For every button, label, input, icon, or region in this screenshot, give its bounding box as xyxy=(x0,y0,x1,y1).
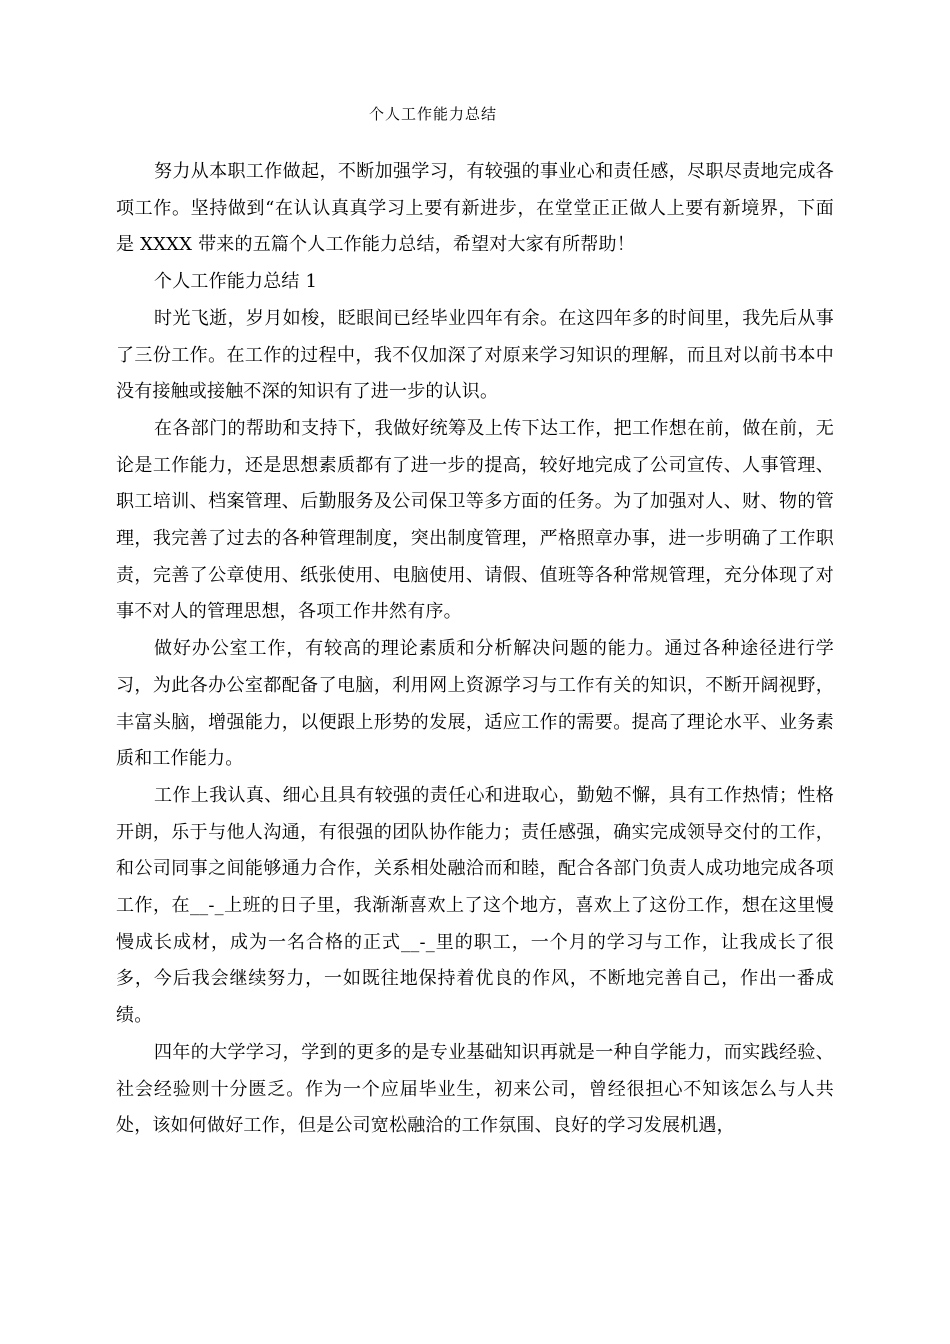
document-body xyxy=(116,154,834,1145)
body-paragraph: 时光飞逝，岁月如梭，眨眼间已经毕业四年有余。在这四年多的时间里，我先后从事了三份工作。在工作的过程中，我不仅加深了对原来学习知识的理解，而且对以前书本中没有接触或接触不深的知识有了进一步的认识。 xyxy=(116,307,834,403)
section-heading-1: 个人工作能力总结 1 xyxy=(154,271,318,293)
body-paragraph: 工作上我认真、细心且具有较强的责任心和进取心，勤勉不懈，具有工作热情；性格开朗，乐于与他人沟通，有很强的团队协作能力；责任感强，确实完成领导交付的工作，和公司同事之间能够通力合作，关系相处融洽而和睦，配合各部门负责人成功地完成各项工作，在__-_上班的日子里，我渐渐喜欢上了这个地方，喜欢上了这份工作，想在这里慢慢成长成材，成为一名合格的正式__-_里的职工，一个月的学习与工作，让我成长了很多，今后我会继续努力，一如既往地保持着优良的作风，不断地完善自己，作出一番成绩。 xyxy=(116,784,834,1027)
intro-paragraph: 努力从本职工作做起，不断加强学习，有较强的事业心和责任感，尽职尽责地完成各项工作。坚持做到“在认认真真学习上要有新进步，在堂堂正正做人上要有新境界，下面是 XXXX 带来的五篇个人工作能力总结，希望对大家有所帮助！ xyxy=(116,161,834,256)
body-paragraph: 做好办公室工作，有较高的理论素质和分析解决问题的能力。通过各种途径进行学习，为此各办公室都配备了电脑，利用网上资源学习与工作有关的知识，不断开阔视野，丰富头脑，增强能力，以便跟上形势的发展，适应工作的需要。提高了理论水平、业务素质和工作能力。 xyxy=(116,638,834,770)
body-paragraph: 在各部门的帮助和支持下，我做好统筹及上传下达工作，把工作想在前，做在前，无论是工作能力，还是思想素质都有了进一步的提高，较好地完成了公司宣传、人事管理、职工培训、档案管理、后勤服务及公司保卫等多方面的任务。为了加强对人、财、物的管理，我完善了过去的各种管理制度，突出制度管理，严格照章办事，进一步明确了工作职责，完善了公章使用、纸张使用、电脑使用、请假、值班等各种常规管理，充分体现了对事不对人的管理思想，各项工作井然有序。 xyxy=(116,417,834,623)
body-paragraph: 四年的大学学习，学到的更多的是专业基础知识再就是一种自学能力，而实践经验、社会经验则十分匮乏。作为一个应届毕业生，初来公司，曾经很担心不知该怎么与人共处，该如何做好工作，但是公司宽松融洽的工作氛围、良好的学习发展机遇， xyxy=(116,1041,834,1137)
document-title: 个人工作能力总结 xyxy=(368,105,497,123)
